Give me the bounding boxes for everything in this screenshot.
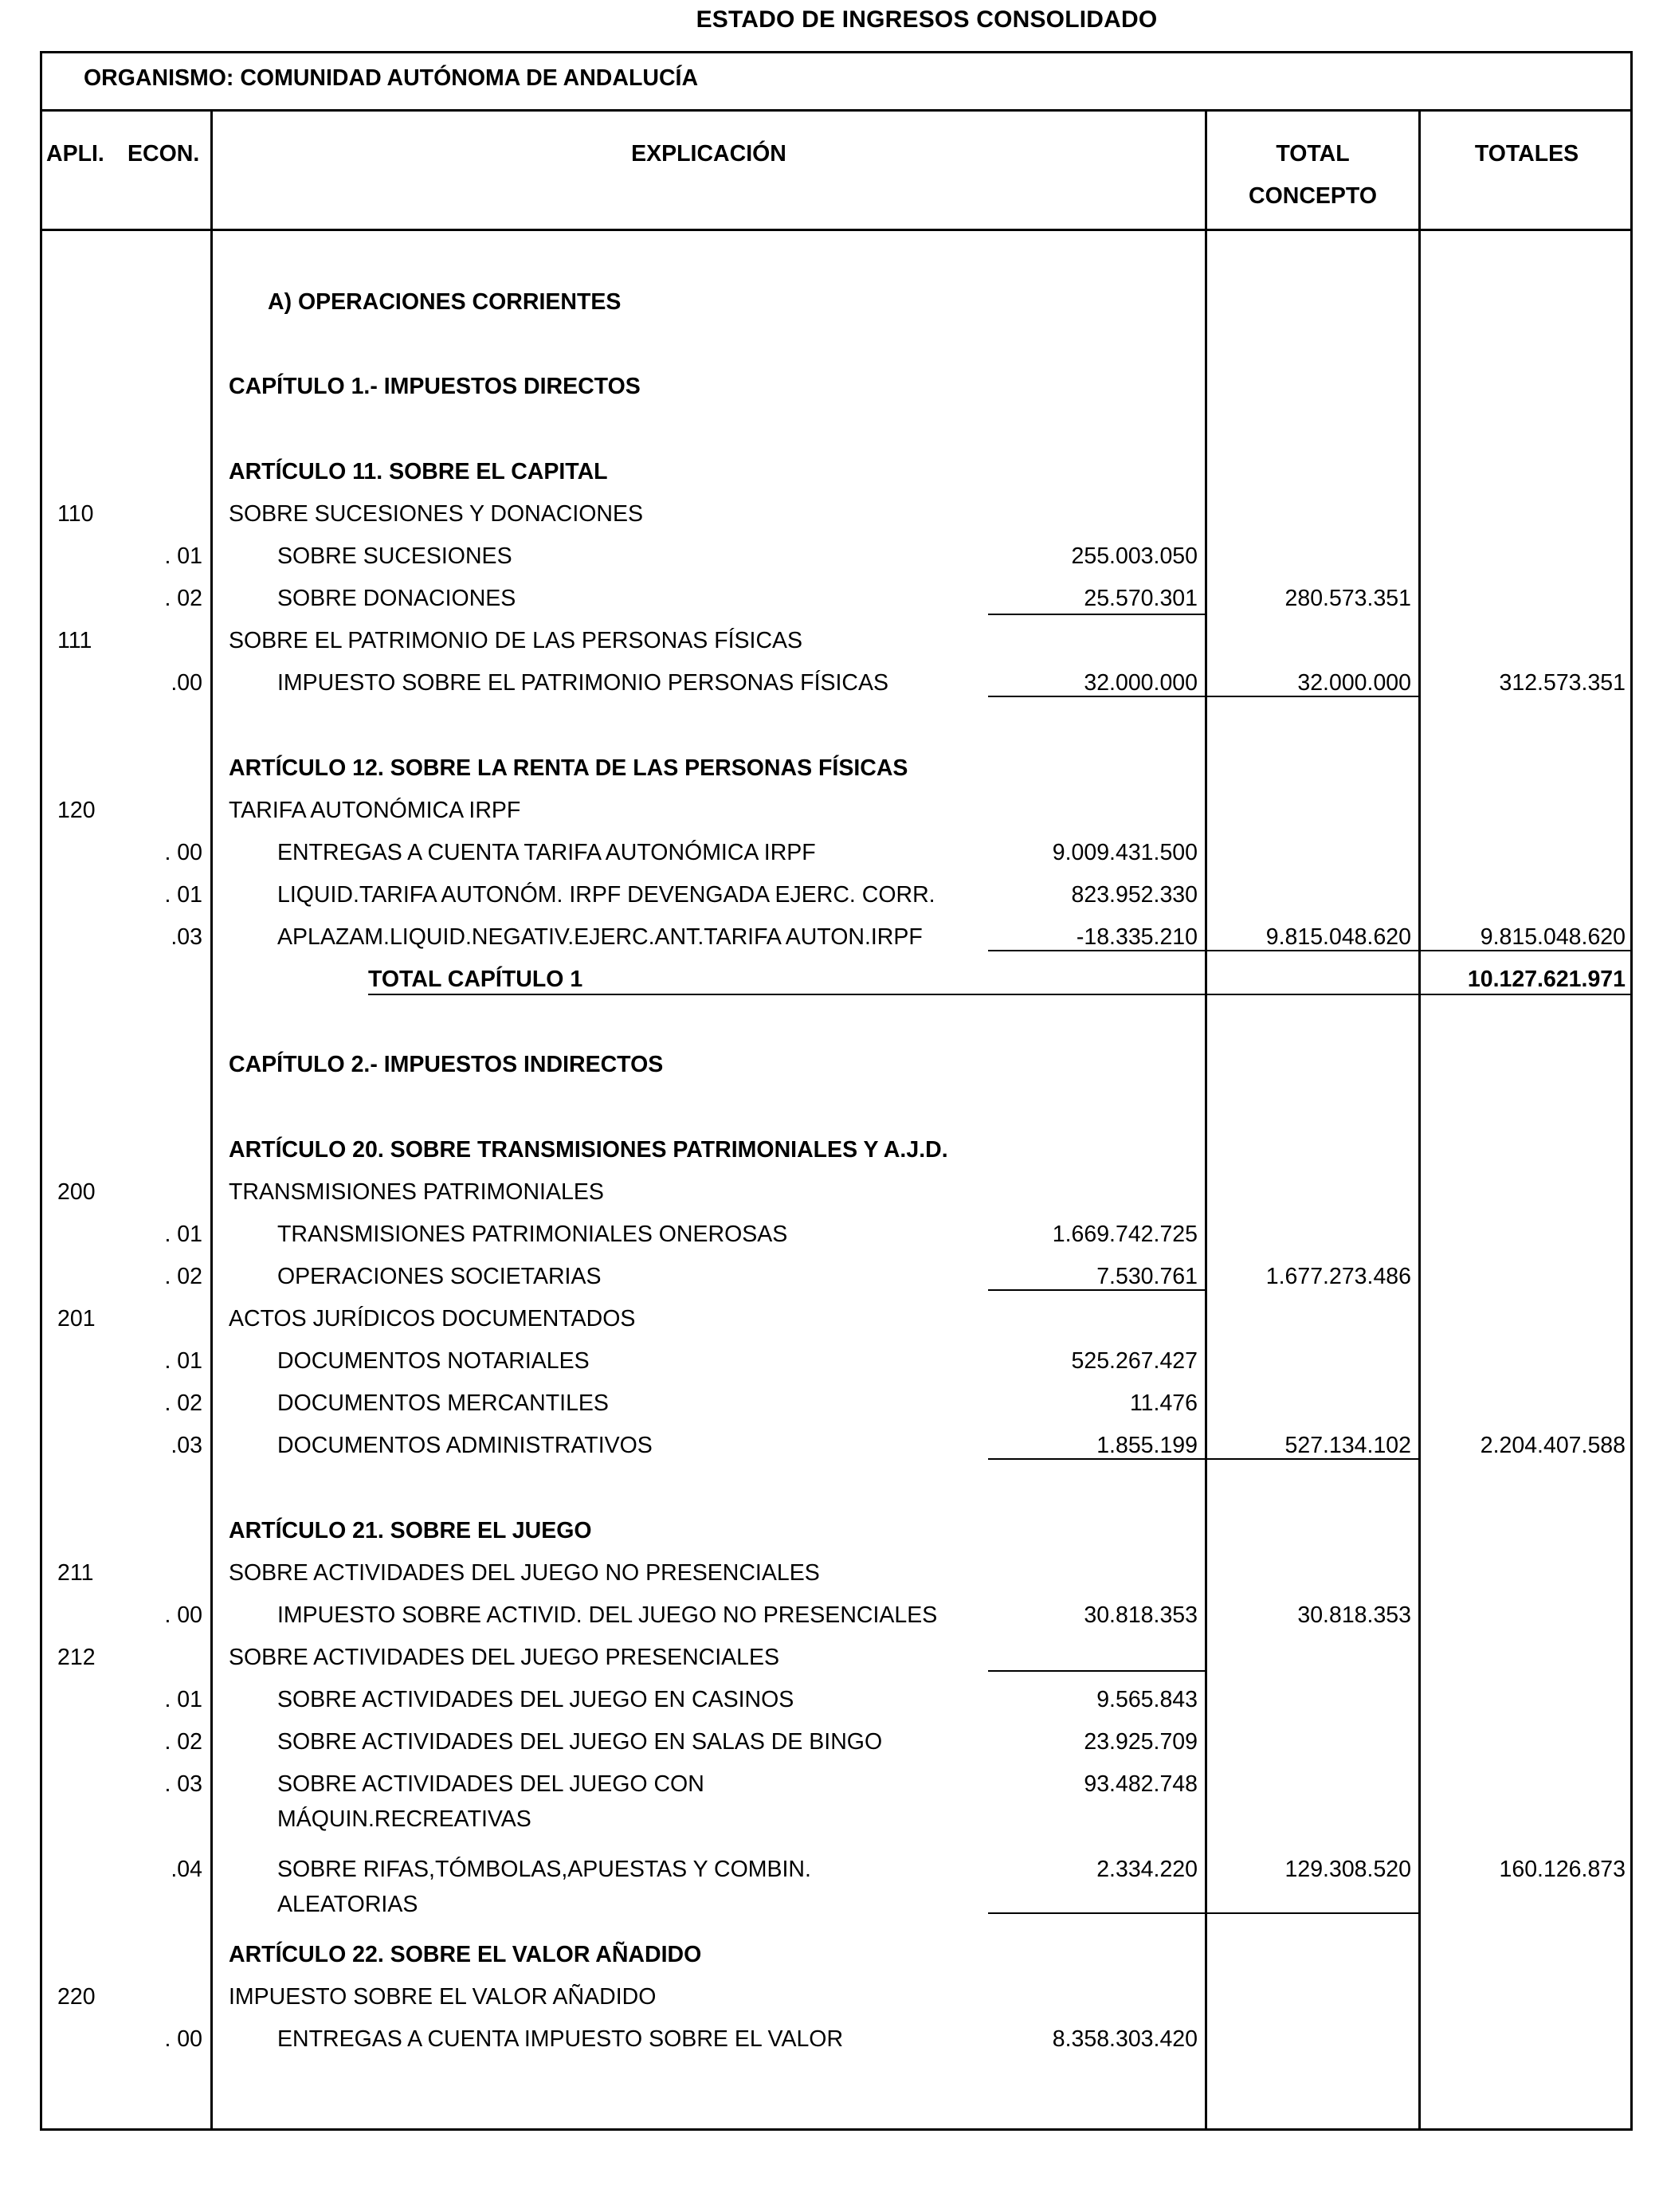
row-description: TRANSMISIONES PATRIMONIALES ONEROSAS (277, 1222, 788, 1247)
row-econ-code: . 02 (164, 1729, 202, 1755)
row-description: SOBRE ACTIVIDADES DEL JUEGO PRESENCIALES (229, 1645, 780, 1670)
body-divider (40, 229, 1633, 231)
column-divider-explicacion (210, 109, 213, 2131)
row-amount: 93.482.748 (1084, 1771, 1198, 1797)
row-description: DOCUMENTOS NOTARIALES (277, 1348, 590, 1374)
chapter-total-label: TOTAL CAPÍTULO 1 (368, 967, 583, 992)
row-description: TRANSMISIONES PATRIMONIALES (229, 1179, 604, 1205)
row-econ-code: .03 (171, 1433, 202, 1458)
subtotal-rule (988, 950, 1205, 951)
row-concept-total: 280.573.351 (1284, 586, 1411, 611)
row-total: 160.126.873 (1499, 1857, 1626, 1882)
row-amount: 11.476 (1129, 1390, 1198, 1416)
organismo-label: ORGANISMO: COMUNIDAD AUTÓNOMA DE ANDALUCÍA (84, 65, 699, 91)
row-econ-code: . 01 (164, 1222, 202, 1247)
row-concept-total: 129.308.520 (1284, 1857, 1411, 1882)
row-amount: 255.003.050 (1071, 543, 1198, 569)
row-description: OPERACIONES SOCIETARIAS (277, 1264, 602, 1289)
row-econ-code: . 01 (164, 882, 202, 908)
row-description: SOBRE ACTIVIDADES DEL JUEGO EN CASINOS (277, 1687, 794, 1712)
row-amount: 23.925.709 (1084, 1729, 1198, 1755)
column-divider-totales (1418, 109, 1421, 2131)
row-econ-code: . 00 (164, 2026, 202, 2052)
row-description: ARTÍCULO 21. SOBRE EL JUEGO (229, 1518, 592, 1543)
row-concept-total: 527.134.102 (1284, 1433, 1411, 1458)
row-econ-code: .04 (171, 1857, 202, 1882)
row-description: A) OPERACIONES CORRIENTES (268, 289, 622, 315)
row-apli-code: 111 (57, 628, 92, 653)
row-econ-code: . 02 (164, 586, 202, 611)
row-description: TARIFA AUTONÓMICA IRPF (229, 798, 521, 823)
row-amount: 1.855.199 (1096, 1433, 1198, 1458)
row-description: ARTÍCULO 22. SOBRE EL VALOR AÑADIDO (229, 1942, 702, 1967)
row-description: SOBRE RIFAS,TÓMBOLAS,APUESTAS Y COMBIN. (277, 1857, 811, 1882)
row-apli-code: 200 (57, 1179, 96, 1205)
row-description: ENTREGAS A CUENTA TARIFA AUTONÓMICA IRPF (277, 840, 816, 865)
header-apli: APLI. (46, 141, 104, 167)
row-description: IMPUESTO SOBRE EL PATRIMONIO PERSONAS FÍSICAS (277, 670, 889, 696)
header-total-concepto-line1: TOTAL (1276, 141, 1350, 167)
row-description: SOBRE ACTIVIDADES DEL JUEGO EN SALAS DE BINGO (277, 1729, 883, 1755)
row-amount: 9.009.431.500 (1052, 840, 1198, 865)
row-econ-code: . 01 (164, 1687, 202, 1712)
row-concept-total: 30.818.353 (1297, 1602, 1411, 1628)
row-apli-code: 120 (57, 798, 96, 823)
header-total-concepto-line2: CONCEPTO (1249, 183, 1377, 209)
row-description-continued: MÁQUIN.RECREATIVAS (277, 1806, 531, 1832)
row-amount: 25.570.301 (1084, 586, 1198, 611)
subtotal-rule (1207, 1458, 1418, 1460)
header-totales: TOTALES (1474, 141, 1579, 167)
row-amount: 30.818.353 (1084, 1602, 1198, 1628)
row-apli-code: 110 (57, 501, 94, 527)
subtotal-rule (988, 1289, 1205, 1291)
row-amount: 525.267.427 (1071, 1348, 1198, 1374)
header-divider (40, 109, 1633, 112)
row-apli-code: 212 (57, 1645, 96, 1670)
subtotal-rule (1421, 950, 1633, 951)
subtotal-rule (988, 696, 1205, 697)
subtotal-rule (988, 1670, 1205, 1672)
header-econ: ECON. (127, 141, 200, 167)
row-amount: 9.565.843 (1096, 1687, 1198, 1712)
row-econ-code: . 00 (164, 1602, 202, 1628)
row-description: ARTÍCULO 20. SOBRE TRANSMISIONES PATRIMONIALES Y A.J.D. (229, 1137, 948, 1163)
row-total: 9.815.048.620 (1480, 924, 1626, 950)
row-econ-code: . 02 (164, 1390, 202, 1416)
row-econ-code: . 00 (164, 840, 202, 865)
row-amount: 32.000.000 (1084, 670, 1198, 696)
row-description: ACTOS JURÍDICOS DOCUMENTADOS (229, 1306, 636, 1332)
row-description: SOBRE ACTIVIDADES DEL JUEGO CON (277, 1771, 704, 1797)
subtotal-rule (988, 1912, 1418, 1914)
row-description: APLAZAM.LIQUID.NEGATIV.EJERC.ANT.TARIFA AUTON.IRPF (277, 924, 923, 950)
row-apli-code: 201 (57, 1306, 96, 1332)
row-description: DOCUMENTOS ADMINISTRATIVOS (277, 1433, 653, 1458)
row-description: DOCUMENTOS MERCANTILES (277, 1390, 609, 1416)
subtotal-rule (1207, 696, 1418, 697)
row-description: ENTREGAS A CUENTA IMPUESTO SOBRE EL VALOR (277, 2026, 844, 2052)
row-concept-total: 1.677.273.486 (1265, 1264, 1411, 1289)
row-concept-total: 9.815.048.620 (1265, 924, 1411, 950)
subtotal-rule (1207, 950, 1418, 951)
row-description: CAPÍTULO 1.- IMPUESTOS DIRECTOS (229, 374, 641, 399)
subtotal-rule (988, 614, 1205, 615)
row-econ-code: .00 (171, 670, 202, 696)
row-description: IMPUESTO SOBRE EL VALOR AÑADIDO (229, 1984, 657, 2010)
row-total: 312.573.351 (1499, 670, 1626, 696)
row-concept-total: 32.000.000 (1297, 670, 1411, 696)
row-description: LIQUID.TARIFA AUTONÓM. IRPF DEVENGADA EJERC. CORR. (277, 882, 935, 908)
row-econ-code: . 01 (164, 1348, 202, 1374)
row-description: ARTÍCULO 11. SOBRE EL CAPITAL (229, 459, 608, 484)
row-amount: 7.530.761 (1096, 1264, 1198, 1289)
row-econ-code: . 02 (164, 1264, 202, 1289)
subtotal-rule (368, 994, 1633, 995)
row-apli-code: 220 (57, 1984, 96, 2010)
row-amount: 2.334.220 (1096, 1857, 1198, 1882)
subtotal-rule (988, 1458, 1205, 1460)
chapter-total-value: 10.127.621.971 (1467, 967, 1626, 992)
row-amount: 8.358.303.420 (1052, 2026, 1198, 2052)
row-amount: -18.335.210 (1076, 924, 1198, 950)
row-econ-code: . 03 (164, 1771, 202, 1797)
row-amount: 1.669.742.725 (1052, 1222, 1198, 1247)
row-description: SOBRE SUCESIONES (277, 543, 512, 569)
row-description: IMPUESTO SOBRE ACTIVID. DEL JUEGO NO PRESENCIALES (277, 1602, 938, 1628)
row-total: 2.204.407.588 (1480, 1433, 1626, 1458)
row-econ-code: .03 (171, 924, 202, 950)
row-description: SOBRE DONACIONES (277, 586, 516, 611)
row-description-continued: ALEATORIAS (277, 1892, 418, 1917)
column-divider-concepto (1205, 109, 1207, 2131)
row-amount: 823.952.330 (1071, 882, 1198, 908)
document-title: ESTADO DE INGRESOS CONSOLIDADO (696, 6, 1158, 33)
row-econ-code: . 01 (164, 543, 202, 569)
row-description: CAPÍTULO 2.- IMPUESTOS INDIRECTOS (229, 1052, 664, 1077)
row-description: SOBRE SUCESIONES Y DONACIONES (229, 501, 643, 527)
row-apli-code: 211 (57, 1560, 94, 1586)
row-description: ARTÍCULO 12. SOBRE LA RENTA DE LAS PERSONAS FÍSICAS (229, 755, 908, 781)
header-explicacion: EXPLICACIÓN (631, 141, 786, 167)
row-description: SOBRE EL PATRIMONIO DE LAS PERSONAS FÍSICAS (229, 628, 803, 653)
row-description: SOBRE ACTIVIDADES DEL JUEGO NO PRESENCIALES (229, 1560, 820, 1586)
